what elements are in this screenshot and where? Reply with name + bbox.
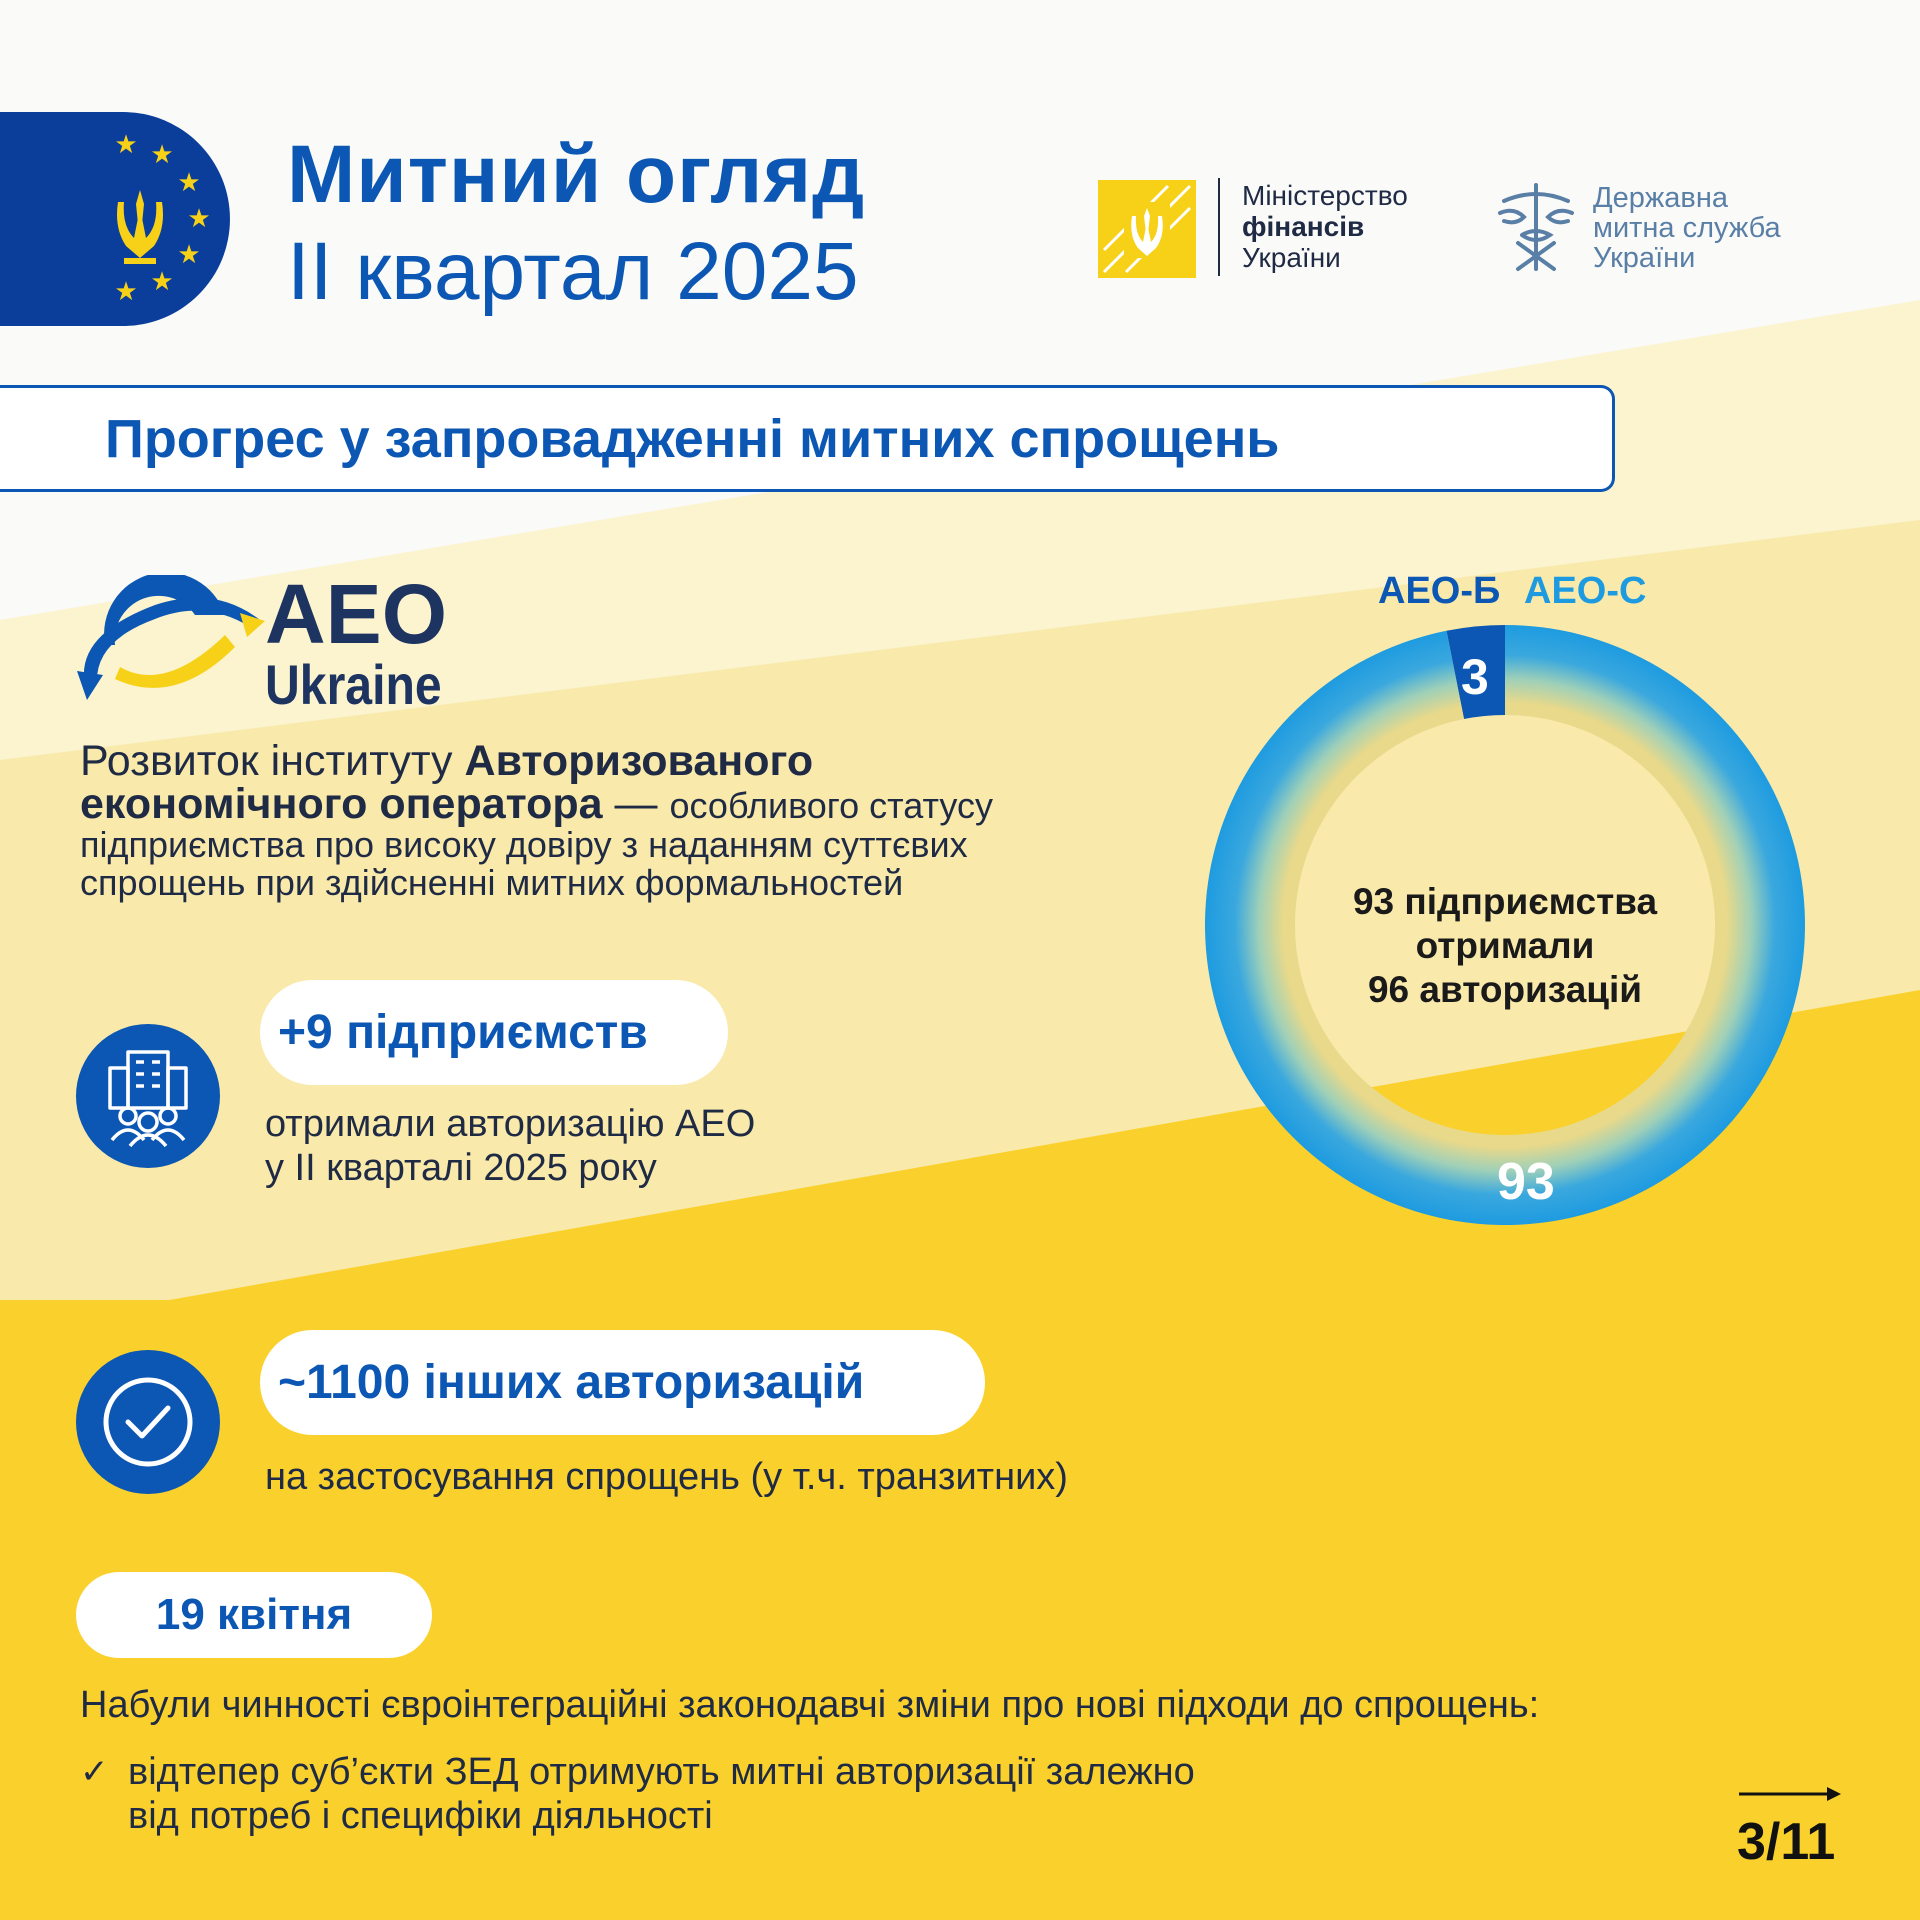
logo-divider [1218,178,1220,276]
page-subtitle: II квартал 2025 [287,226,859,317]
stat-enterprises-pill: +9 підприємств [260,980,728,1085]
date-pill: 19 квітня [76,1572,432,1658]
customs-service-label: Державна митна служба України [1593,182,1781,274]
stat-authorizations-caption: на застосування спрощень (у т.ч. транзитних) [265,1456,1068,1498]
aeo-logo-text: AEO [265,567,448,661]
svg-text:★: ★ [150,140,174,170]
page-title: Митний огляд [287,129,866,220]
checkmark-icon [76,1350,220,1494]
ministry-finance-logo-icon [1098,180,1196,278]
donut-label-aeo-c: 93 [1497,1153,1555,1211]
aeo-description: Розвиток інституту Авторизованого економічного оператора — особливого статусу підприємства про високу довіру з наданням суттєвих спрощень при здійсненні митних формальностей [80,737,993,903]
ministry-finance-label: Міністерство фінансів України [1242,180,1408,273]
check-bullet-icon: ✓ [80,1753,109,1791]
svg-text:★: ★ [150,267,174,297]
date-description: Набули чинності євроінтеграційні законодавчі зміни про нові підходи до спрощень: [80,1684,1540,1726]
svg-text:★: ★ [177,240,201,270]
enterprises-icon [76,1024,220,1168]
customs-service-logo-icon [1494,183,1578,273]
svg-text:★: ★ [114,277,138,307]
aeo-logo-subtext: Ukraine [265,653,442,716]
svg-text:★: ★ [177,168,201,198]
section-title: Прогрес у запровадженні митних спрощень [105,409,1280,469]
page-counter: 3/11 [1737,1813,1836,1871]
legend-aeo-c: АЕО-С [1524,570,1647,612]
legend-aeo-b: АЕО-Б [1378,570,1501,612]
stat-enterprises-caption: отримали авторизацію АЕО у II кварталі 2025 року [265,1103,756,1189]
svg-text:★: ★ [114,130,138,160]
donut-center-label: 93 підприємства отримали 96 авторизацій [1352,881,1658,1010]
stat-authorizations-pill: ~1100 інших авторизацій [260,1330,985,1435]
eu-ukraine-emblem [0,112,230,326]
list-item: відтепер суб’єкти ЗЕД отримують митні авторизації залежно від потреб і специфіки діяльності [128,1751,1195,1837]
aeo-globe-icon [75,575,265,705]
donut-label-aeo-b: 3 [1461,649,1489,705]
svg-text:★: ★ [187,204,211,234]
next-arrow-icon[interactable] [1737,1784,1845,1804]
